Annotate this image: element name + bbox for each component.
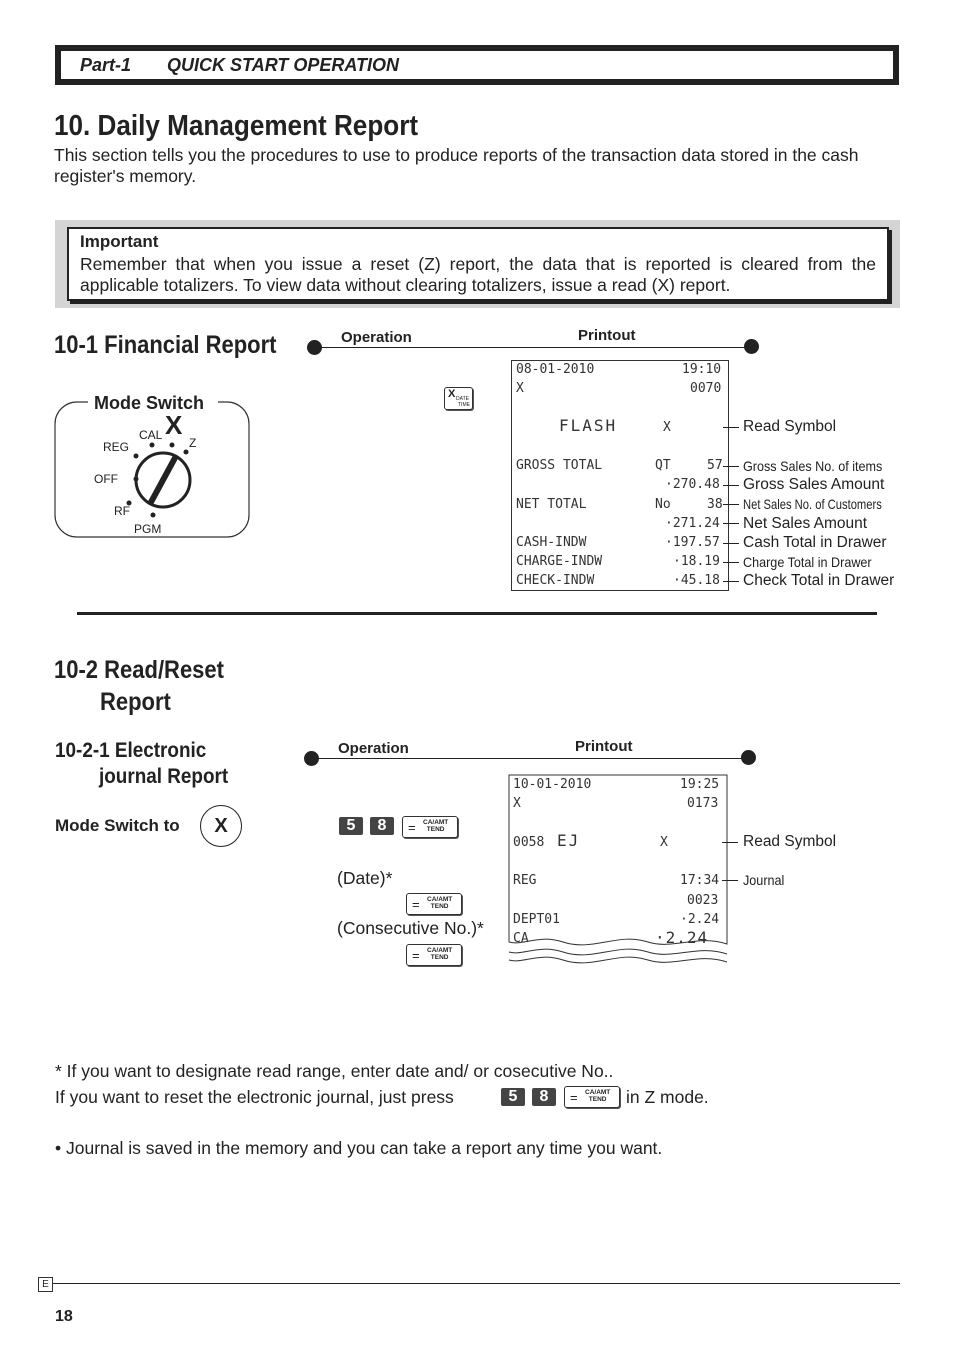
ca-key-line1: CA/AMT (427, 947, 453, 954)
date-label: (Date)* (337, 868, 393, 888)
receipt-time: 19:10 (682, 362, 722, 377)
annotation-tick (723, 543, 739, 544)
receipt-net-customers: 38 (707, 497, 723, 512)
ej-subtitle-line1: 10-2-1 Electronic (55, 739, 207, 762)
note-reset-pre: If you want to reset the electronic journal, just press (55, 1087, 454, 1107)
ca-key-line1: CA/AMT (585, 1089, 611, 1096)
receipt-net-no: No (655, 497, 671, 512)
receipt-date: 08-01-2010 (516, 362, 595, 377)
annotation-charge: Charge Total in Drawer (743, 554, 872, 570)
receipt-flash-x: X (663, 420, 671, 435)
readreset-title-line1: 10-2 Read/Reset (54, 656, 224, 684)
part-header (80, 55, 399, 76)
ca-key-text (427, 947, 452, 961)
receipt-mode: X (516, 381, 524, 396)
receipt-gross-label: GROSS TOTAL (516, 458, 603, 473)
receipt-gross-qt: QT (655, 458, 671, 473)
receipt-cash-label: CASH-INDW (516, 535, 587, 550)
ej-annotation-journal: Journal (743, 872, 785, 888)
ej-receipt-ej: EJ (557, 831, 581, 850)
ej-receipt-reg: REG (513, 873, 537, 888)
ca-key-line2: TEND (588, 1096, 607, 1103)
time-key-label: TIME (458, 402, 470, 408)
ca-key-line1: CA/AMT (427, 896, 453, 903)
consec-label: (Consecutive No.)* (337, 918, 484, 938)
note-range: * If you want to designate read range, enter date and/ or cosecutive No.. (55, 1061, 614, 1081)
ej-receipt-code: 0058 (513, 835, 545, 850)
switch-z: Z (189, 436, 197, 450)
receipt-net-label: NET TOTAL (516, 497, 587, 512)
ej-receipt-dept: DEPT01 (513, 912, 560, 927)
financial-report-title: 10-1 Financial Report (54, 331, 277, 359)
receipt-gross-items: 57 (707, 458, 723, 473)
ca-key-text (423, 819, 448, 833)
page-number: 18 (55, 1308, 73, 1325)
annotation-tick (723, 581, 739, 582)
ca-amt-tend-key[interactable] (406, 893, 462, 915)
annotation-gross-items: Gross Sales No. of items (743, 458, 883, 474)
language-marker: E (38, 1277, 53, 1292)
receipt-check-value: ·45.18 (673, 573, 720, 588)
ca-key-text (427, 896, 452, 910)
readreset-title-line2: Report (100, 688, 171, 716)
annotation-tick (723, 485, 739, 486)
ej-receipt-ca-value: ·2.24 (655, 928, 709, 947)
ca-key-line1: CA/AMT (423, 819, 449, 826)
important-text: Remember that when you issue a reset (Z) report, the data that is reported is cleared from the applicable totalizers. To view data without clearing totalizers, issue a read (X) report. (80, 254, 876, 295)
operation-label: Operation (338, 740, 409, 757)
key-5[interactable]: 5 (339, 817, 363, 835)
ej-receipt-consec: 0173 (687, 796, 719, 811)
operation-line (312, 758, 749, 759)
annotation-net-amount: Net Sales Amount (743, 515, 868, 532)
note-reset-post: in Z mode. (626, 1087, 709, 1107)
page-title: 10. Daily Management Report (54, 110, 419, 142)
receipt-net-amount: ·271.24 (665, 516, 720, 531)
mode-switch-label: Mode Switch (94, 393, 205, 413)
annotation-tick (722, 880, 738, 881)
key-8[interactable]: 8 (532, 1088, 556, 1106)
ca-amt-tend-key[interactable] (564, 1086, 620, 1108)
ca-key-eq: = (412, 948, 420, 963)
mode-x-symbol: X (200, 805, 242, 847)
ca-amt-tend-key[interactable] (406, 944, 462, 966)
ej-subtitle-line2: journal Report (99, 765, 229, 788)
ej-receipt-ca: CA (513, 931, 529, 946)
x-key-label: X (448, 388, 456, 400)
operation-end-dot (744, 339, 759, 354)
switch-x: X (165, 410, 183, 440)
intro-text: This section tells you the procedures to use to produce reports of the transaction data stored in the cash register's memory. (54, 145, 859, 186)
switch-rf: RF (114, 504, 130, 518)
ca-key-eq: = (570, 1090, 578, 1105)
date-key-label: DATE (456, 396, 469, 402)
printout-label: Printout (578, 327, 636, 344)
receipt-gross-amount: ·270.48 (665, 477, 720, 492)
ej-receipt-dept-value: ·2.24 (680, 912, 720, 927)
ej-annotation-read-symbol: Read Symbol (743, 833, 837, 850)
part-title: QUICK START OPERATION (167, 55, 400, 75)
receipt-charge-label: CHARGE-INDW (516, 554, 603, 569)
switch-reg: REG (103, 440, 130, 454)
annotation-tick (723, 562, 739, 563)
operation-line (315, 347, 752, 348)
footer-line (53, 1283, 900, 1284)
ej-receipt-mode: X (513, 796, 521, 811)
annotation-tick (723, 427, 739, 428)
ca-key-eq: = (408, 820, 416, 835)
ej-receipt-reg-no: 0023 (687, 893, 719, 908)
ca-key-line2: TEND (430, 903, 449, 910)
part-number: Part-1 (80, 55, 132, 75)
mode-switch-to-label: Mode Switch to (55, 816, 180, 835)
annotation-tick (723, 523, 739, 524)
switch-pgm: PGM (134, 522, 162, 536)
ca-key-line2: TEND (430, 954, 449, 961)
important-title: Important (80, 232, 159, 251)
section-divider (77, 612, 877, 615)
receipt-flash: FLASH (559, 416, 618, 435)
ej-receipt-ej-x: X (660, 835, 668, 850)
switch-cal: CAL (139, 428, 163, 442)
annotation-tick (723, 504, 739, 505)
receipt-charge-value: ·18.19 (673, 554, 720, 569)
annotation-tick (723, 466, 739, 467)
note-journal: • Journal is saved in the memory and you can take a report any time you want. (55, 1138, 663, 1158)
key-5[interactable]: 5 (501, 1088, 525, 1106)
annotation-tick (722, 842, 738, 843)
ej-receipt-reg-time: 17:34 (680, 873, 720, 888)
receipt-check-label: CHECK-INDW (516, 573, 595, 588)
printout-label: Printout (575, 738, 633, 755)
annotation-read-symbol: Read Symbol (743, 418, 837, 435)
ca-key-eq: = (412, 897, 420, 912)
receipt-consec: 0070 (690, 381, 722, 396)
ej-receipt-time: 19:25 (680, 777, 720, 792)
key-8[interactable]: 8 (370, 817, 394, 835)
switch-off: OFF (94, 472, 118, 486)
ca-amt-tend-key[interactable] (402, 816, 458, 838)
annotation-gross-amount: Gross Sales Amount (743, 476, 885, 493)
ca-key-line2: TEND (426, 826, 445, 833)
mode-switch-diagram (54, 392, 252, 540)
ej-receipt-date: 10-01-2010 (513, 777, 592, 792)
x-date-time-key[interactable] (444, 387, 473, 410)
operation-label: Operation (341, 329, 412, 346)
ca-key-text (585, 1089, 610, 1103)
annotation-cash: Cash Total in Drawer (743, 534, 887, 551)
annotation-check: Check Total in Drawer (743, 572, 895, 589)
operation-end-dot (741, 750, 756, 765)
annotation-net-customers: Net Sales No. of Customers (743, 496, 882, 512)
receipt-cash-value: ·197.57 (665, 535, 720, 550)
